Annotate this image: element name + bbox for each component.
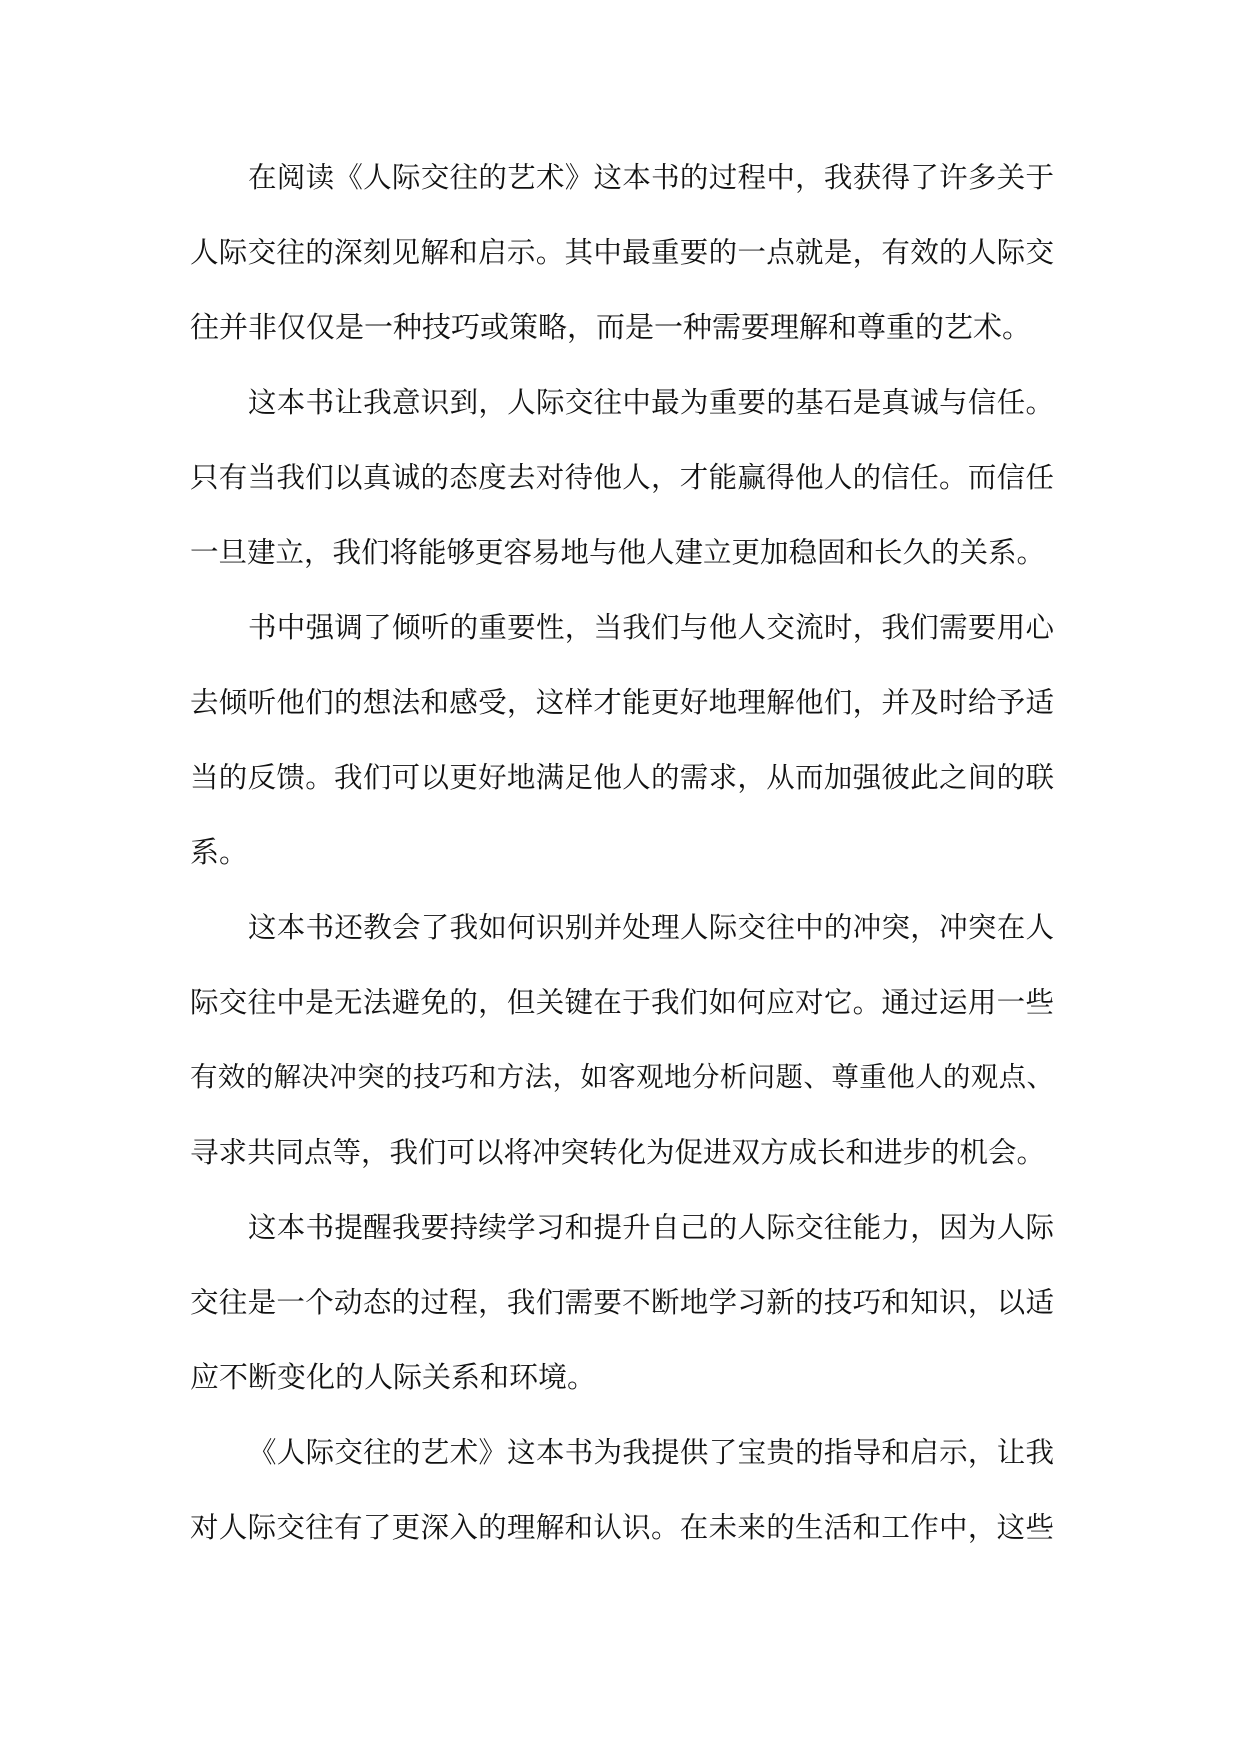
text-line: 这本书还教会了我如何识别并处理人际交往中的冲突，冲突在人 [248, 911, 1054, 944]
text-line: 这本书提醒我要持续学习和提升自己的人际交往能力，因为人际 [248, 1211, 1054, 1244]
document-body [190, 140, 1054, 1565]
text-line: 寻求共同点等，我们可以将冲突转化为促进双方成长和进步的机会。 [190, 1136, 1046, 1169]
text-line: 这本书让我意识到，人际交往中最为重要的基石是真诚与信任。 [248, 386, 1054, 419]
text-line: 对人际交往有了更深入的理解和认识。在未来的生活和工作中，这些 [190, 1511, 1054, 1544]
text-line: 系。 [190, 835, 249, 869]
text-line: 去倾听他们的想法和感受，这样才能更好地理解他们，并及时给予适 [190, 686, 1054, 719]
text-line: 应不断变化的人际关系和环境。 [190, 1360, 597, 1394]
text-line: 《人际交往的艺术》这本书为我提供了宝贵的指导和启示，让我 [248, 1436, 1054, 1469]
text-line: 只有当我们以真诚的态度去对待他人，才能赢得他人的信任。而信任 [190, 461, 1054, 494]
text-line: 书中强调了倾听的重要性，当我们与他人交流时，我们需要用心 [248, 611, 1054, 644]
text-line: 往并非仅仅是一种技巧或策略，而是一种需要理解和尊重的艺术。 [190, 310, 1032, 344]
text-line: 有效的解决冲突的技巧和方法，如客观地分析问题、尊重他人的观点、 [190, 1061, 1054, 1093]
text-line: 在阅读《人际交往的艺术》这本书的过程中，我获得了许多关于 [248, 161, 1054, 194]
text-line: 人际交往的深刻见解和启示。其中最重要的一点就是，有效的人际交 [190, 236, 1054, 269]
text-line: 交往是一个动态的过程，我们需要不断地学习新的技巧和知识，以适 [190, 1286, 1054, 1319]
text-line: 际交往中是无法避免的，但关键在于我们如何应对它。通过运用一些 [190, 986, 1054, 1019]
text-line: 当的反馈。我们可以更好地满足他人的需求，从而加强彼此之间的联 [190, 761, 1054, 794]
text-line: 一旦建立，我们将能够更容易地与他人建立更加稳固和长久的关系。 [190, 536, 1046, 569]
